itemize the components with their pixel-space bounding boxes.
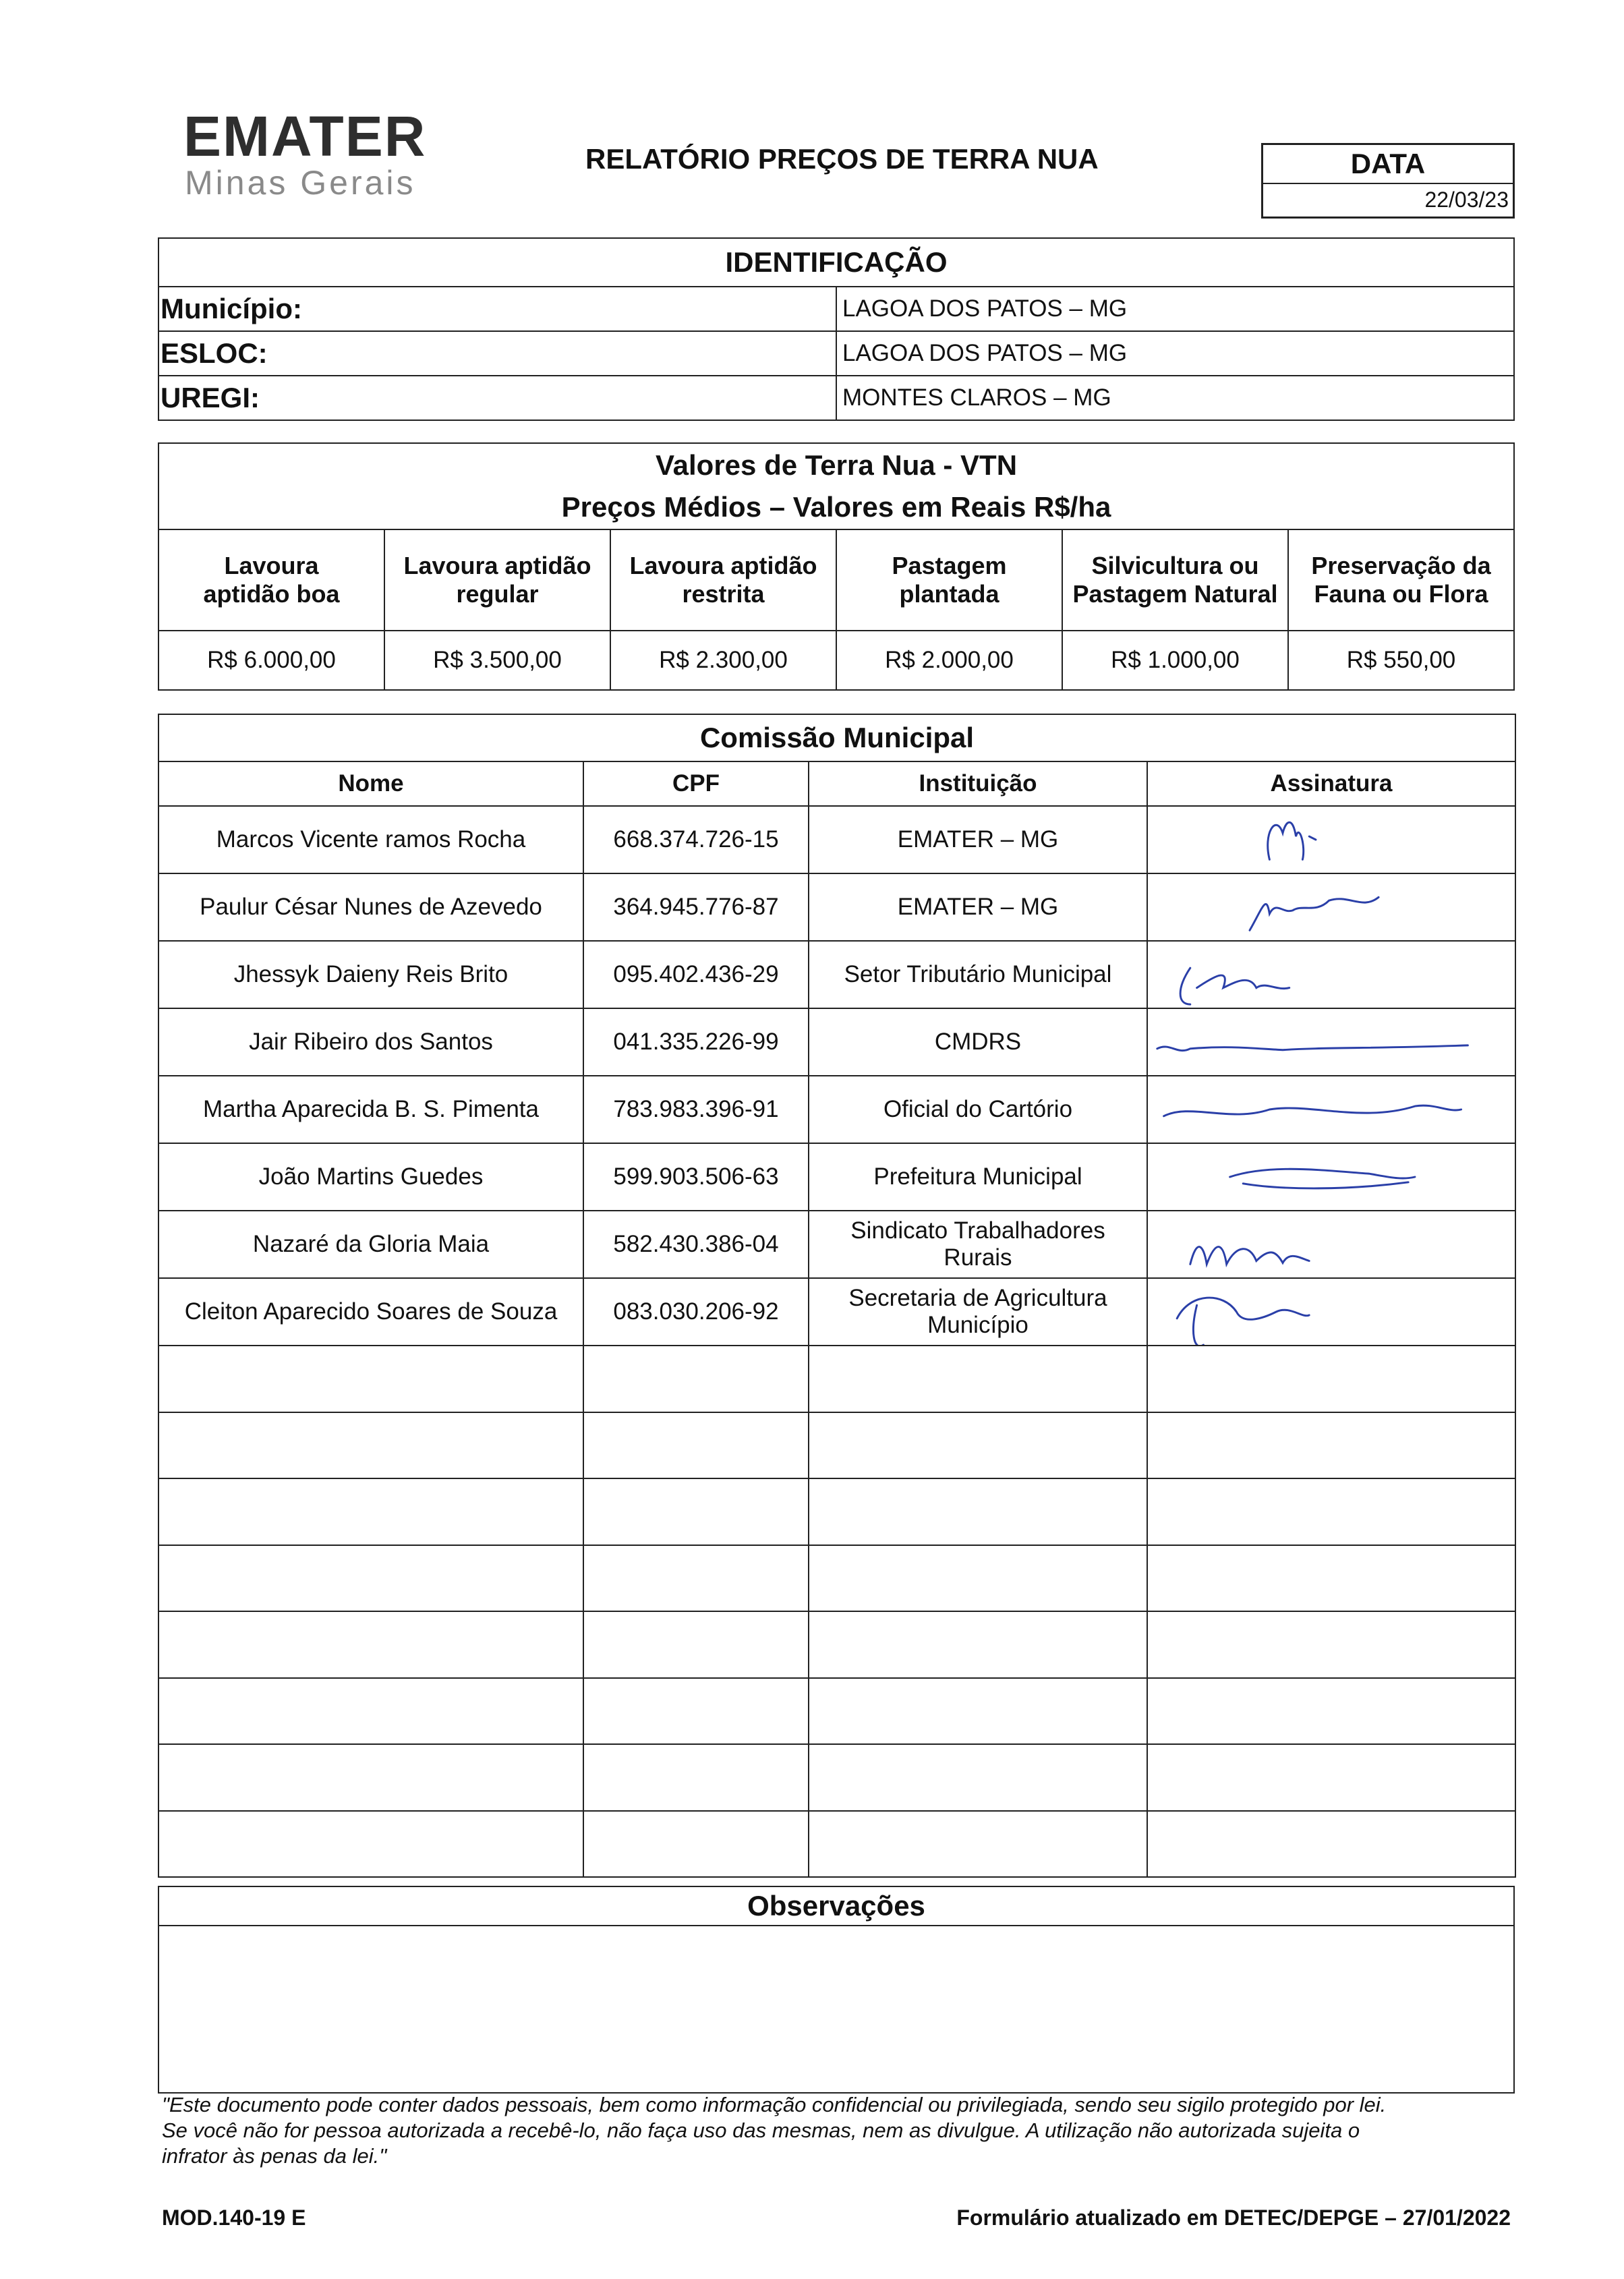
member-signature [1147,806,1515,873]
vtn-value-3: R$ 2.000,00 [836,631,1062,690]
vtn-category-line1: Silvicultura ou [1091,552,1259,579]
member-institution [809,1278,1147,1346]
municipio-label: Município: [158,287,836,331]
empty-cell [809,1678,1147,1745]
commission-table [158,714,1516,1878]
table-row [158,1412,1515,1479]
header-instituicao: Instituição [809,761,1147,806]
vtn-category-3 [836,529,1062,631]
empty-cell [809,1611,1147,1678]
member-institution [809,806,1147,873]
vtn-category-line1: Lavoura aptidão [403,552,591,579]
table-row [158,1346,1515,1412]
vtn-title [158,443,1514,529]
member-institution [809,941,1147,1008]
member-cpf: 599.903.506-63 [583,1143,809,1211]
report-title: RELATÓRIO PREÇOS DE TERRA NUA [585,143,1099,175]
esloc-label: ESLOC: [158,331,836,376]
member-name: Jhessyk Daieny Reis Brito [158,941,583,1008]
member-signature [1147,941,1515,1008]
form-updated: Formulário atualizado em DETEC/DEPGE – 27/01/2022 [956,2205,1511,2230]
empty-cell [158,1346,583,1412]
table-row [158,1143,1515,1211]
disclaimer-line3: infrator às penas da lei." [162,2144,387,2168]
vtn-category-line2: aptidão boa [203,580,340,608]
vtn-category-line1: Preservação da [1311,552,1491,579]
empty-cell [809,1545,1147,1612]
member-name: Nazaré da Gloria Maia [158,1211,583,1278]
vtn-category-line2: plantada [899,580,999,608]
member-signature [1147,1278,1515,1346]
vtn-value-2: R$ 2.300,00 [610,631,836,690]
table-row [158,1211,1515,1278]
municipio-value: LAGOA DOS PATOS – MG [836,287,1514,331]
member-institution-line1: EMATER – MG [897,894,1059,920]
empty-cell [1147,1478,1515,1545]
date-label: DATA [1263,145,1513,184]
commission-title: Comissão Municipal [158,714,1515,761]
empty-cell [1147,1346,1515,1412]
signature-scribble [1148,942,1484,1008]
empty-cell [1147,1678,1515,1745]
vtn-category-line2: restrita [682,580,765,608]
member-cpf: 083.030.206-92 [583,1278,809,1346]
model-code: MOD.140-19 E [162,2205,306,2230]
member-institution-line1: CMDRS [934,1029,1022,1055]
table-row [158,941,1515,1008]
vtn-value-0: R$ 6.000,00 [158,631,384,690]
logo-subtitle: Minas Gerais [185,164,416,202]
vtn-value-1: R$ 3.500,00 [384,631,610,690]
empty-cell [158,1811,583,1878]
uregi-value: MONTES CLAROS – MG [836,376,1514,420]
member-name: Paulur César Nunes de Azevedo [158,873,583,941]
vtn-category-line2: regular [456,580,539,608]
member-institution-line2: Rurais [944,1244,1012,1271]
member-cpf: 668.374.726-15 [583,806,809,873]
table-row [158,1811,1515,1878]
member-institution [809,1211,1147,1278]
signature-scribble [1148,874,1484,940]
empty-cell [583,1678,809,1745]
signature-scribble [1148,1211,1484,1277]
disclaimer-line1: "Este documento pode conter dados pessoais, bem como informação confidencial ou privilegiada, sendo seu sigilo protegido por lei. [162,2093,1387,2116]
member-signature [1147,1143,1515,1211]
vtn-category-4 [1062,529,1288,631]
disclaimer [162,2092,1504,2169]
empty-cell [158,1744,583,1811]
signature-scribble [1148,1279,1484,1345]
empty-cell [1147,1545,1515,1612]
observations-title: Observações [158,1886,1514,1926]
table-row [158,1611,1515,1678]
empty-cell [809,1811,1147,1878]
empty-cell [158,1611,583,1678]
table-row [158,1278,1515,1346]
member-institution-line1: Sindicato Trabalhadores [850,1217,1105,1244]
date-value: 22/03/23 [1424,187,1509,212]
table-row [158,1678,1515,1745]
disclaimer-line2: Se você não for pessoa autorizada a recebê-lo, não faça uso das mesmas, nem as divulgue. A utilização não autorizada sujeita o [162,2118,1360,2142]
table-row [158,806,1515,873]
member-institution [809,873,1147,941]
empty-cell [1147,1412,1515,1479]
member-name: Jair Ribeiro dos Santos [158,1008,583,1076]
member-institution-line1: Prefeitura Municipal [873,1163,1082,1190]
vtn-category-5 [1288,529,1514,631]
member-institution-line2: Município [927,1312,1028,1338]
member-name: João Martins Guedes [158,1143,583,1211]
empty-cell [809,1412,1147,1479]
empty-cell [158,1412,583,1479]
empty-cell [809,1346,1147,1412]
vtn-category-2 [610,529,836,631]
table-row [158,873,1515,941]
identification-table [158,237,1515,421]
member-institution-line1: Setor Tributário Municipal [844,961,1112,987]
empty-cell [1147,1611,1515,1678]
member-institution [809,1143,1147,1211]
identification-title: IDENTIFICAÇÃO [158,238,1514,287]
member-name: Martha Aparecida B. S. Pimenta [158,1076,583,1143]
member-cpf: 364.945.776-87 [583,873,809,941]
empty-cell [583,1545,809,1612]
vtn-category-line1: Lavoura aptidão [629,552,817,579]
empty-cell [1147,1744,1515,1811]
empty-cell [809,1478,1147,1545]
signature-scribble [1148,1144,1484,1210]
date-box [1261,143,1515,219]
empty-cell [583,1412,809,1479]
signature-scribble [1148,1076,1484,1143]
member-institution-line1: Secretaria de Agricultura [848,1285,1107,1311]
table-row [158,1008,1515,1076]
observations-body [158,1926,1514,2093]
empty-cell [583,1346,809,1412]
empty-cell [1147,1811,1515,1878]
vtn-category-line2: Fauna ou Flora [1314,580,1488,608]
table-row [158,1478,1515,1545]
vtn-table [158,442,1515,691]
header-assinatura: Assinatura [1147,761,1515,806]
header-nome: Nome [158,761,583,806]
member-institution-line1: Oficial do Cartório [883,1096,1073,1122]
member-signature [1147,1008,1515,1076]
header-cpf: CPF [583,761,809,806]
member-cpf: 582.430.386-04 [583,1211,809,1278]
member-name: Cleiton Aparecido Soares de Souza [158,1278,583,1346]
vtn-value-4: R$ 1.000,00 [1062,631,1288,690]
member-cpf: 095.402.436-29 [583,941,809,1008]
member-signature [1147,1076,1515,1143]
signature-scribble [1148,807,1484,873]
vtn-value-5: R$ 550,00 [1288,631,1514,690]
logo-emater: EMATER [183,105,427,168]
empty-cell [583,1478,809,1545]
observations-table [158,1886,1515,2094]
vtn-title-line1: Valores de Terra Nua - VTN [655,449,1018,481]
empty-cell [583,1611,809,1678]
empty-cell [158,1545,583,1612]
esloc-value: LAGOA DOS PATOS – MG [836,331,1514,376]
member-institution [809,1076,1147,1143]
member-name: Marcos Vicente ramos Rocha [158,806,583,873]
member-signature [1147,873,1515,941]
uregi-label: UREGI: [158,376,836,420]
member-institution-line1: EMATER – MG [897,826,1059,853]
member-cpf: 783.983.396-91 [583,1076,809,1143]
empty-cell [158,1478,583,1545]
member-cpf: 041.335.226-99 [583,1008,809,1076]
vtn-category-line1: Lavoura [224,552,319,579]
table-row [158,1545,1515,1612]
empty-cell [583,1811,809,1878]
vtn-category-line2: Pastagem Natural [1072,580,1278,608]
vtn-title-line2: Preços Médios – Valores em Reais R$/ha [561,491,1111,523]
table-row [158,1076,1515,1143]
vtn-category-0 [158,529,384,631]
table-row [158,1744,1515,1811]
member-signature [1147,1211,1515,1278]
empty-cell [583,1744,809,1811]
vtn-category-line1: Pastagem [892,552,1007,579]
member-institution [809,1008,1147,1076]
empty-cell [809,1744,1147,1811]
signature-scribble [1148,1009,1484,1075]
vtn-category-1 [384,529,610,631]
empty-cell [158,1678,583,1745]
